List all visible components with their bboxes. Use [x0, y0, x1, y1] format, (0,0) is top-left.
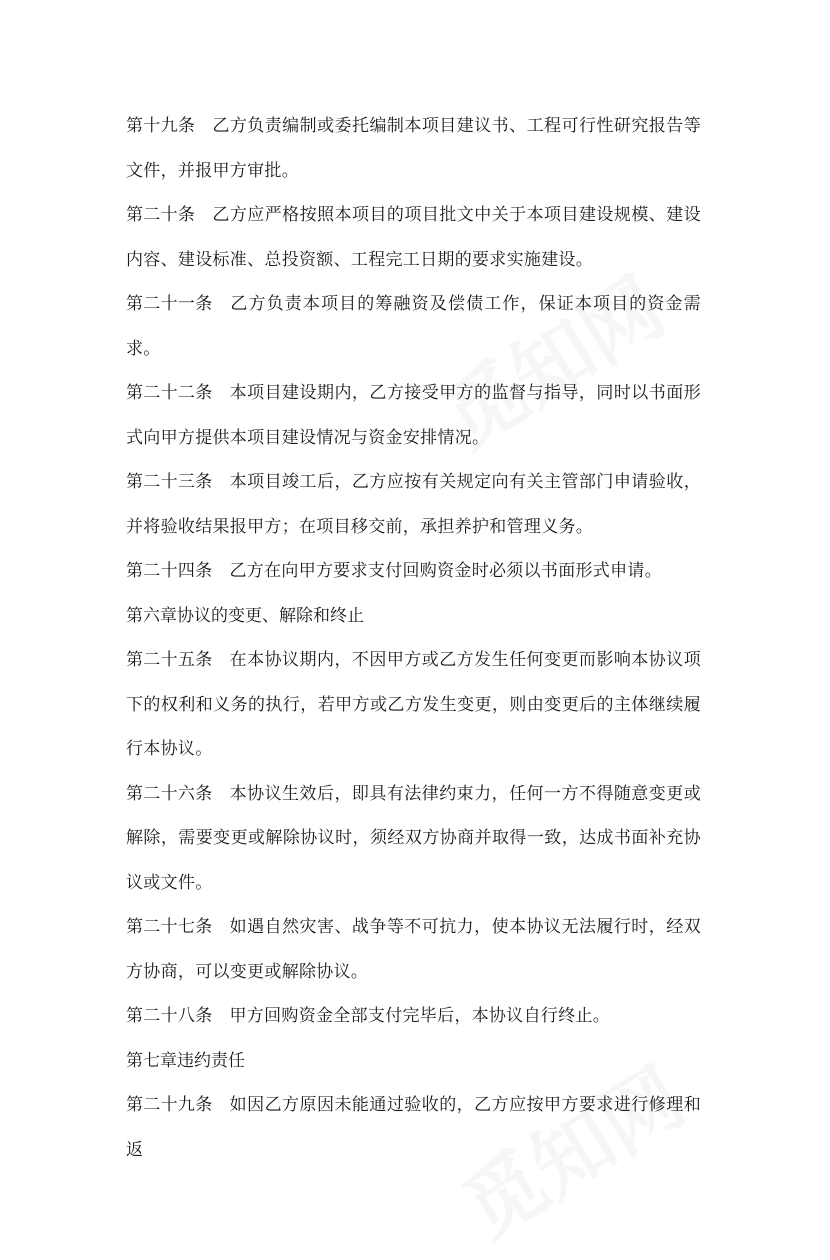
article-24: [126, 549, 701, 594]
article-text: 本协议生效后，即具有法律约束力，任何一方不得随意变更或解除，需要变更或解除协议时，须经双方协商并取得一致，达成书面补充协议或文件。: [126, 783, 701, 893]
article-27: [126, 905, 701, 994]
article-25: [126, 638, 701, 772]
article-26: [126, 772, 701, 906]
article-19: [126, 104, 701, 193]
article-28: [126, 994, 701, 1039]
article-text: 乙方应严格按照本项目的项目批文中关于本项目建设规模、建设内容、建设标准、总投资额、工程完工日期的要求实施建设。: [126, 205, 701, 270]
article-text: 在本协议期内，不因甲方或乙方发生任何变更而影响本协议项下的权利和义务的执行，若甲方或乙方发生变更，则由变更后的主体继续履行本协议。: [126, 650, 701, 759]
chapter-heading: 第六章协议的变更、解除和终止: [126, 605, 364, 626]
article-number: 第二十三条: [126, 472, 213, 492]
article-text: 甲方回购资金全部支付完毕后，本协议自行终止。: [229, 1006, 611, 1026]
article-number: 第二十五条: [126, 650, 213, 670]
article-20: [126, 193, 701, 282]
article-number: 第二十二条: [126, 383, 213, 403]
article-number: 第十九条: [126, 116, 196, 136]
article-text: 本项目建设期内，乙方接受甲方的监督与指导，同时以书面形式向甲方提供本项目建设情况与资金安排情况。: [126, 383, 701, 448]
article-29: [126, 1083, 701, 1172]
article-text: 如因乙方原因未能通过验收的，乙方应按甲方要求进行修理和返: [126, 1095, 701, 1160]
article-text: 本项目竣工后，乙方应按有关规定向有关主管部门申请验收，并将验收结果报甲方；在项目移交前，承担养护和管理义务。: [126, 472, 701, 537]
article-number: 第二十七条: [126, 917, 213, 937]
article-number: 第二十九条: [126, 1095, 213, 1115]
article-21: [126, 282, 701, 371]
article-text: 乙方负责编制或委托编制本项目建议书、工程可行性研究报告等文件，并报甲方审批。: [126, 116, 701, 181]
document-body: [126, 104, 701, 1172]
article-text: 乙方负责本项目的筹融资及偿债工作，保证本项目的资金需求。: [126, 294, 701, 359]
chapter-heading: 第七章违约责任: [126, 1050, 245, 1071]
article-text: 如遇自然灾害、战争等不可抗力，使本协议无法履行时，经双方协商，可以变更或解除协议。: [126, 917, 701, 982]
article-number: 第二十一条: [126, 294, 213, 314]
article-number: 第二十六条: [126, 783, 213, 804]
article-23: [126, 460, 701, 549]
article-22: [126, 371, 701, 460]
article-number: 第二十四条: [126, 561, 213, 581]
article-number: 第二十八条: [126, 1006, 213, 1026]
article-number: 第二十条: [126, 205, 196, 225]
article-text: 乙方在向甲方要求支付回购资金时必须以书面形式申请。: [229, 561, 662, 581]
